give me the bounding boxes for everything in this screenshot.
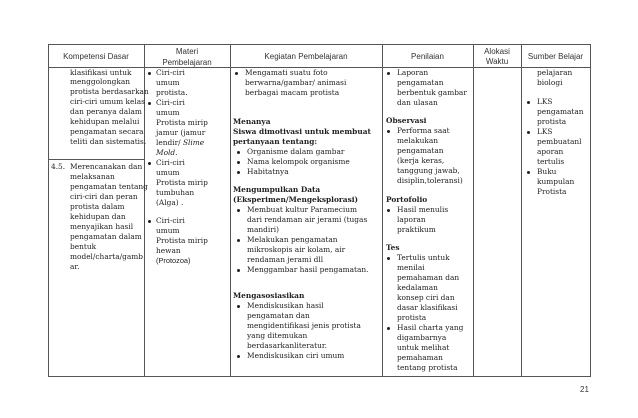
penilaian-line: menilai <box>397 263 425 272</box>
kegiatan-line: berwarna/gambar/ animasi <box>245 78 347 87</box>
penilaian-line: pengamatan <box>397 78 444 87</box>
kegiatan-line: mandiri) <box>247 225 280 234</box>
kegiatan-line: berdasarkanliteratur. <box>247 341 327 350</box>
mengumpulkan-subheading: (Eksperimen/Mengeksplorasi) <box>233 195 359 204</box>
sumber-line: protista <box>537 117 567 126</box>
kegiatan-line: berbagai macam protista <box>245 88 340 97</box>
kegiatan-line: Mendiskusikan hasil <box>247 301 324 310</box>
penilaian-line: pemahaman <box>397 353 443 362</box>
page-number: 21 <box>580 385 589 394</box>
bullet-icon <box>387 257 390 260</box>
materi-line: (Alga) . <box>156 198 184 207</box>
kegiatan-line: Nama kelompok organisme <box>247 157 350 166</box>
penilaian-line: dan ulasan <box>397 98 438 107</box>
materi-line: umum <box>156 78 180 87</box>
materi-line: tumbuhan <box>156 188 195 197</box>
bullet-icon <box>237 171 240 174</box>
materi-line: Ciri-ciri <box>156 216 185 225</box>
materi-line: hewan <box>156 246 181 255</box>
menanya-subheading: pertanyaan tentang: <box>233 137 318 146</box>
materi-line: Mold. <box>156 148 178 157</box>
col-line-5 <box>521 44 522 377</box>
penilaian-line: berbentuk gambar <box>397 88 467 97</box>
observasi-heading: Observasi <box>386 116 427 125</box>
penilaian-line: dasar klasifikasi <box>397 303 458 312</box>
kd-line: pengamatan secara <box>70 127 144 136</box>
col-line-2 <box>230 44 231 377</box>
bullet-icon <box>148 220 151 223</box>
sumber-line: pengamatan <box>537 107 584 116</box>
bullet-icon <box>237 305 240 308</box>
sumber-line: LKS <box>537 127 553 136</box>
penilaian-line: Tertulis untuk <box>397 253 450 262</box>
kd-line: dan peranya dalam <box>70 107 142 116</box>
penilaian-line: pemahaman dan <box>397 273 460 282</box>
materi-line: umum <box>156 168 180 177</box>
kd-line: teliti dan sistematis. <box>70 137 147 146</box>
bullet-icon <box>235 72 238 75</box>
bullet-icon <box>387 327 390 330</box>
header-kompetensi-dasar: Kompetensi Dasar <box>63 52 129 61</box>
kegiatan-line: Membuat kultur Paramecium <box>247 205 358 214</box>
penilaian-line: kedalaman <box>397 283 438 292</box>
bullet-icon <box>387 130 390 133</box>
penilaian-line: konsep ciri dan <box>397 293 455 302</box>
bullet-icon <box>387 72 390 75</box>
bullet-icon <box>148 72 151 75</box>
kd-line: pengamatan dalam <box>70 232 142 241</box>
sumber-line: kumpulan <box>537 177 575 186</box>
materi-line: Protista mirip <box>156 178 208 187</box>
kegiatan-line: pengamatan dan <box>247 311 310 320</box>
penilaian-line: untuk melihat <box>397 343 450 352</box>
table-top-border <box>48 44 591 45</box>
penilaian-line: disiplin,toleransi) <box>397 176 463 185</box>
kd-line: melaksanan <box>70 172 115 181</box>
kegiatan-line: mengidentifikasi jenis protista <box>247 321 361 330</box>
kd-row-separator <box>48 159 144 160</box>
mengumpulkan-heading: Mengumpulkan Data <box>233 185 321 194</box>
kd-line: menggolongkan <box>70 77 131 86</box>
kegiatan-line: Menggambar hasil pengamatan. <box>247 265 369 274</box>
kegiatan-line: dari rendaman air jerami (tugas <box>247 215 368 224</box>
kegiatan-line: Habitatnya <box>247 167 289 176</box>
bullet-icon <box>237 355 240 358</box>
header-materi-line2: Pembelajaran <box>162 58 212 67</box>
header-materi-line1: Materi <box>175 47 199 56</box>
kd-line: menyajikan hasil <box>70 222 134 231</box>
penilaian-line: Laporan <box>397 68 429 77</box>
kd-line: ar. <box>70 262 80 271</box>
bullet-icon <box>527 101 530 104</box>
kegiatan-line: yang ditemukan <box>247 331 308 340</box>
materi-line: protista. <box>156 88 188 97</box>
kd-line: ciri-ciri umum kelas <box>70 97 145 106</box>
materi-line: Ciri-ciri <box>156 98 185 107</box>
kd-line: kehidupan dan <box>70 212 126 221</box>
bullet-icon <box>237 239 240 242</box>
sumber-line: LKS <box>537 97 553 106</box>
materi-line: umum <box>156 108 180 117</box>
kd-number: 4.5. <box>51 162 66 171</box>
bullet-icon <box>237 151 240 154</box>
header-sumber: Sumber Belajar <box>527 52 584 61</box>
col-line-0 <box>48 44 49 377</box>
kd-line: pengamatan tentang <box>70 182 148 191</box>
materi-line: jamur (jamur <box>156 128 206 137</box>
kegiatan-line: rendaman jerami dll <box>247 255 324 264</box>
table-bottom-border <box>48 376 591 377</box>
kd-line: protista berdasarkan <box>70 87 149 96</box>
materi-line: umum <box>156 226 180 235</box>
kd-line: klasifikasi untuk <box>70 68 132 77</box>
kegiatan-line: Mengamati suatu foto <box>245 68 328 77</box>
kd-line: ciri-ciri dan peran <box>70 192 138 201</box>
materi-line: Protista mirip <box>156 236 208 245</box>
mengasosiasikan-heading: Mengasosiasikan <box>233 291 305 300</box>
penilaian-line: laporan <box>397 215 426 224</box>
penilaian-line: Hasil menulis <box>397 205 449 214</box>
sumber-line: Protista <box>537 187 567 196</box>
kegiatan-line: Mendiskusikan ciri umum <box>247 351 345 360</box>
col-line-4 <box>473 44 474 377</box>
tes-heading: Tes <box>386 243 400 252</box>
portofolio-heading: Portofolio <box>386 195 428 204</box>
penilaian-line: tanggung jawab, <box>397 166 460 175</box>
bullet-icon <box>527 171 530 174</box>
header-penilaian: Penilaian <box>411 52 444 61</box>
kegiatan-line: mikroskopis air kolam, air <box>247 245 346 254</box>
materi-line: lendir/ Slime <box>156 138 205 147</box>
bullet-icon <box>148 102 151 105</box>
bullet-icon <box>237 209 240 212</box>
kegiatan-line: Organisme dalam gambar <box>247 147 345 156</box>
materi-line: Protista mirip <box>156 118 208 127</box>
kd-line: protista dalam <box>70 202 125 211</box>
sumber-line: pembuatanl <box>537 137 582 146</box>
col-line-3 <box>382 44 383 377</box>
penilaian-line: tentang protista <box>397 363 458 372</box>
penilaian-line: digambarnya <box>397 333 447 342</box>
bullet-icon <box>237 269 240 272</box>
col-line-6 <box>590 44 591 377</box>
sumber-line: Buku <box>537 167 557 176</box>
header-alokasi-line1: Alokasi <box>484 47 510 56</box>
header-alokasi-line2: Waktu <box>485 57 509 66</box>
sumber-line: tertulis <box>537 157 565 166</box>
kd-line: model/charta/gamb <box>70 252 143 261</box>
kd-line: Merencanakan dan <box>70 162 143 171</box>
kd-line: bentuk <box>70 242 97 251</box>
materi-line: (Protozoa) <box>156 256 191 265</box>
kegiatan-line: Melakukan pengamatan <box>247 235 338 244</box>
penilaian-line: Hasil charta yang <box>397 323 464 332</box>
bullet-icon <box>527 131 530 134</box>
penilaian-line: protista <box>397 313 427 322</box>
materi-line: Ciri-ciri <box>156 158 185 167</box>
sumber-line: biologi <box>537 78 563 87</box>
bullet-icon <box>148 162 151 165</box>
menanya-subheading: Siswa dimotivasi untuk membuat <box>233 127 371 136</box>
bullet-icon <box>237 161 240 164</box>
header-kegiatan: Kegiatan Pembelajaran <box>264 52 348 61</box>
menanya-heading: Menanya <box>233 117 271 126</box>
sumber-line: pelajaran <box>537 68 573 77</box>
bullet-icon <box>387 209 390 212</box>
penilaian-line: pengamatan <box>397 146 444 155</box>
sumber-line: aporan <box>537 147 564 156</box>
kd-line: kehidupan melalui <box>70 117 140 126</box>
penilaian-line: (kerja keras, <box>397 156 445 165</box>
penilaian-line: Performa saat <box>397 126 450 135</box>
penilaian-line: praktikum <box>397 225 436 234</box>
penilaian-line: melakukan <box>397 136 439 145</box>
materi-line: Ciri-ciri <box>156 68 185 77</box>
